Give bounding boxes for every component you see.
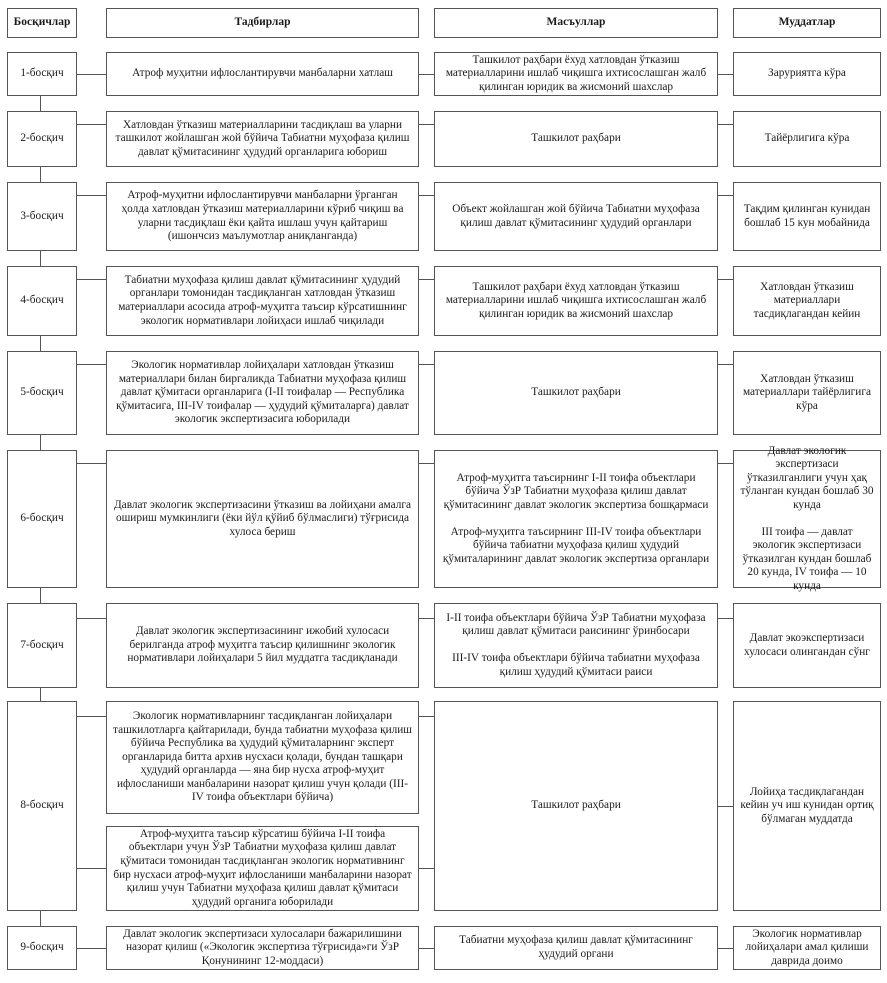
stage-connector xyxy=(40,167,41,182)
row-connector xyxy=(77,279,106,280)
row-connector xyxy=(718,364,733,365)
stage-6-measure: Давлат экологик экспертизасини ўтказиш ва лойиҳани амалга ошириш мумкинлиги (ёки йўл қўйиб бўлмаслиги) тўғрисида хулоса бериш xyxy=(106,450,419,588)
stage-6-responsible-part-1: Атроф-муҳитга таъсирнинг I-II тоифа объектлари бўйича ЎзР Табиатни муҳофаза қилиш давлат қўмитасининг давлат экологик экспертиза бошқармаси xyxy=(443,471,709,511)
stage-6-deadline-part-1: Давлат экологик экспертизаси ўтказилганлиги учун ҳақ тўланган кундан бошлаб 30 кунда xyxy=(740,444,874,511)
row-connector xyxy=(718,124,733,125)
stage-1-measure: Атроф муҳитни ифлослантирувчи манбаларни хатлаш xyxy=(106,52,419,96)
stage-7-responsible-part-1: I-II тоифа объектлари бўйича ЎзР Табиатни муҳофаза қилиш давлат қўмитаси раисининг ўринбосари xyxy=(446,611,706,638)
row-connector xyxy=(77,618,106,619)
row-connector xyxy=(419,74,434,75)
stage-1-deadline: Заруриятга кўра xyxy=(733,52,881,96)
stage-9: 9-босқич xyxy=(7,926,77,970)
stage-connector xyxy=(40,251,41,266)
row-connector xyxy=(77,364,106,365)
row-connector xyxy=(77,195,106,196)
header-deadlines: Муддатлар xyxy=(733,8,881,38)
stage-5-measure: Экологик нормативлар лойиҳалари хатловдан ўтказиш материаллари билан биргаликда Табиатни муҳофаза қилиш давлат қўмитаси органларига (I-II тоифалар — Республика қўмитасига, III-IV тоифалар — ҳудудий қўмиталарга) давлат экологик экспертизасига юборилади xyxy=(106,351,419,435)
row-connector xyxy=(77,124,106,125)
stage-6-deadline xyxy=(733,444,881,592)
stage-3-measure: Атроф-муҳитни ифлослантирувчи манбаларни ўрганган ҳолда хатловдан ўтказиш материалларини кўриб чиқиш ва уларни тасдиқлаш ёки қайта ишлаш учун қайтариш (ишончсиз маълумотлар аниқланганда) xyxy=(106,182,419,251)
stage-8-responsible: Ташкилот раҳбари xyxy=(434,701,718,911)
stage-connector xyxy=(40,96,41,111)
row-connector xyxy=(419,463,434,464)
row-connector xyxy=(419,195,434,196)
stage-3-deadline: Тақдим қилинган кунидан бошлаб 15 кун мобайнида xyxy=(733,182,881,251)
row-connector xyxy=(718,195,733,196)
row-connector xyxy=(77,716,106,717)
stage-7: 7-босқич xyxy=(7,603,77,688)
row-connector xyxy=(77,74,106,75)
stage-6-responsible xyxy=(434,450,718,588)
stage-4-responsible: Ташкилот раҳбари ёхуд хатловдан ўтказиш материалларини ишлаб чиқишга ихтисослашган жалб қилинган юридик ва жисмоний шахслар xyxy=(434,266,718,336)
header-measures: Тадбирлар xyxy=(106,8,419,38)
row-connector xyxy=(718,279,733,280)
stage-4-measure: Табиатни муҳофаза қилиш давлат қўмитасининг ҳудудий органлари томонидан тасдиқланган хатловдан ўтказиш материаллари асосида атроф-муҳитга таъсир кўрсатишнинг экологик нормативлари лойиҳаси ишлаб чиқилади xyxy=(106,266,419,336)
stage-6-deadline-part-2: III тоифа — давлат экологик экспертизаси ўтказилган кундан бошлаб 20 кунда, IV тоифа — 10 кунда xyxy=(742,525,872,592)
row-connector xyxy=(718,618,733,619)
stage-1: 1-босқич xyxy=(7,52,77,96)
stage-5-deadline: Хатловдан ўтказиш материаллари тайёрлигига кўра xyxy=(733,351,881,435)
row-connector xyxy=(718,806,733,807)
row-connector xyxy=(718,948,733,949)
row-connector xyxy=(419,868,434,869)
stage-7-responsible xyxy=(434,603,718,688)
stage-7-measure: Давлат экологик экспертизасининг ижобий хулосаси берилганда атроф муҳитга таъсир қилишнинг экологик нормативлари лойиҳалари 5 йил муддатга тасдиқланади xyxy=(106,603,419,688)
stage-6-responsible-part-2: Атроф-муҳитга таъсирнинг III-IV тоифа объектлари бўйича табиатни муҳофаза қилиш ҳудудий қўмиталарининг давлат экологик экспертиза органлари xyxy=(442,525,710,565)
row-connector xyxy=(77,463,106,464)
stage-7-deadline: Давлат экоэкспертизаси хулосаси олингандан сўнг xyxy=(733,603,881,688)
stage-4-deadline: Хатловдан ўтказиш материаллари тасдиқлагандан кейин xyxy=(733,266,881,336)
row-connector xyxy=(419,716,434,717)
stage-4: 4-босқич xyxy=(7,266,77,336)
stage-connector xyxy=(40,588,41,603)
stage-2-responsible: Ташкилот раҳбари xyxy=(434,111,718,167)
row-connector xyxy=(419,364,434,365)
row-connector xyxy=(419,618,434,619)
stage-2-deadline: Тайёрлигига кўра xyxy=(733,111,881,167)
stage-connector xyxy=(40,435,41,450)
stage-8-deadline: Лойиҳа тасдиқлагандан кейин уч иш кунидан ортиқ бўлмаган муддатда xyxy=(733,701,881,911)
stage-3-responsible: Объект жойлашган жой бўйича Табиатни муҳофаза қилиш давлат қўмитасининг ҳудудий органлари xyxy=(434,182,718,251)
stage-8: 8-босқич xyxy=(7,701,77,911)
stage-9-measure: Давлат экологик экспертизаси хулосалари бажарилишини назорат қилиш («Экологик экспертиза тўғрисида»ги ЎзР Қонунининг 12-моддаси) xyxy=(106,926,419,970)
row-connector xyxy=(77,948,106,949)
row-connector xyxy=(419,279,434,280)
row-connector xyxy=(77,868,106,869)
stage-1-responsible: Ташкилот раҳбари ёхуд хатловдан ўтказиш материалларини ишлаб чиқишга ихтисослашган жалб қилинган юридик ва жисмоний шахслар xyxy=(434,52,718,96)
row-connector xyxy=(718,463,733,464)
stage-3: 3-босқич xyxy=(7,182,77,251)
stage-connector xyxy=(40,911,41,926)
header-responsible: Масъуллар xyxy=(434,8,718,38)
stage-9-responsible: Табиатни муҳофаза қилиш давлат қўмитасининг ҳудудий органи xyxy=(434,926,718,970)
stage-7-responsible-part-2: III-IV тоифа объектлари бўйича табиатни муҳофаза қилиш ҳудудий қўмитаси раиси xyxy=(452,652,700,678)
header-stages: Босқичлар xyxy=(7,8,77,38)
row-connector xyxy=(419,948,434,949)
stage-9-deadline: Экологик нормативлар лойиҳалари амал қилиши даврида доимо xyxy=(733,926,881,970)
stage-8-measure-1: Экологик нормативларнинг тасдиқланган лойиҳалари ташкилотларга қайтарилади, бунда табиатни муҳофаза қилиш бўйича Республика ва ҳудудий қўмиталарнинг эксперт органларида битта архив нусхаси қолади, бундан ташқари ҳудудий органларда — яна бир нусха атроф-муҳит ифлосланиши манбаларини назорат қилиш учун қолади (III-IV тоифа объектлари бўйича) xyxy=(106,701,419,814)
stage-connector xyxy=(40,688,41,701)
stage-6: 6-босқич xyxy=(7,450,77,588)
row-connector xyxy=(718,74,733,75)
stage-connector xyxy=(40,336,41,351)
stage-8-measure-2: Атроф-муҳитга таъсир кўрсатиш бўйича I-II тоифа объектлари учун ЎзР Табиатни муҳофаза қилиш давлат қўмитаси томонидан тасдиқланган экологик нормативнинг бир нусхаси атроф-муҳит ифлосланиши манбаларини назорат қилиш учун Табиатни муҳофаза қилиш давлат қўмитаси ҳудудий органига юборилади xyxy=(106,826,419,911)
row-connector xyxy=(419,124,434,125)
stage-5: 5-босқич xyxy=(7,351,77,435)
stage-2-measure: Хатловдан ўтказиш материалларини тасдиқлаш ва уларни ташкилот жойлашган жой бўйича Табиатни муҳофаза қилиш давлат қўмитасининг ҳудудий органларига юбориш xyxy=(106,111,419,167)
stage-2: 2-босқич xyxy=(7,111,77,167)
stage-5-responsible: Ташкилот раҳбари xyxy=(434,351,718,435)
